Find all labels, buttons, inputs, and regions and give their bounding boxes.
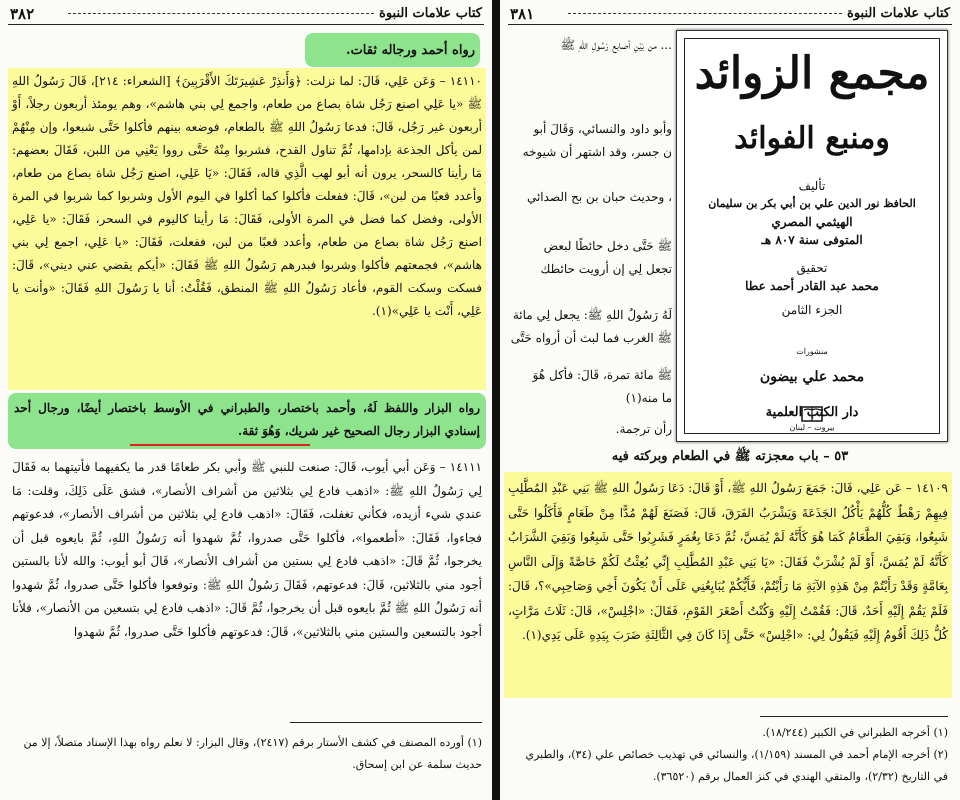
left-footnote: (١) أورده المصنف في كشف الأستار برقم (٢٤١٧)، وقال البزار: لا نعلم رواه بهذا الإسناد متصلاً، إلا من حديث سلمة عن ابن إسحاق. [23,736,482,771]
right-footnote-rule [760,716,948,717]
book-gutter [492,0,500,800]
right-fragment-11: رأن ترجمة. [615,422,672,436]
cover-volume: الجزء الثامن [781,303,843,317]
cover-editor-name: محمد عبد القادر أحمد عطا [745,279,879,293]
hadith-14109: ١٤١٠٩ – عَن عَلِي، قَالَ: جَمَعَ رَسُولُ اللهِ ﷺ، أَوْ قَالَ: دَعَا رَسُولُ اللهِ ﷺ بَنِي عَبْدِ المُطَّلِبِ فِيهِمْ رَهْطٌ كُلُّهُمْ يَأْكُلُ الجَذَعَةَ وَيَشْرَبُ الفَرَقَ، قَالَ: فَصَنَعَ لَهُمْ مُدًّا مِنْ طَعَامٍ فَأَكَلُوا حَتَّى شَبِعُوا، وَبَقِيَ الطَّعَامُ كَمَا هُوَ كَأَنَّهُ لَمْ يُمَسَّ، ثُمَّ دَعَا بِغُمَرٍ فَشَرِبُوا حَتَّى شَبِعُوا وَبَقِيَ الشَّرَابُ كَأَنَّهُ لَمْ يُمَسَّ، أَوْ لَمْ يُشْرَبْ فَقَالَ: «يَا بَنِي عَبْدِ المُطَّلِبِ إِنِّي بُعِثْتُ لَكُمْ خَاصَّةً وَإِلَى النَّاسِ بِعَامَّةٍ وَقَدْ رَأَيْتُمْ مِنْ هَذِهِ الآيَةِ مَا رَأَيْتُمْ، فَأَيُّكُمْ يُبَايِعُنِي عَلَى أَنْ يَكُونَ أَخِي وَصَاحِبِي»؟، قَالَ: فَلَمْ يَقُمْ إِلَيْهِ أَحَدٌ، قَالَ: فَقُمْتُ إِلَيْهِ وَكُنْتُ أَصْغَرَ القَوْمِ، فَقَالَ: «اجْلِسْ»، قَالَ: ثَلَاثَ مَرَّاتٍ، كُلُّ ذَلِكَ أَقُومُ إِلَيْهِ فَيَقُولُ لِي: «اجْلِسْ» حَتَّى إِذَا كَانَ فِي الثَّالِثَةِ ضَرَبَ بِيَدِهِ عَلَى يَدِي(١). [508,481,949,642]
cover-subtitle: ومنبع الفوائد [734,121,890,156]
cover-author-line-2: الهيثمي المصري [771,215,853,229]
right-footnote-2: (٢) أخرجه الإمام أحمد في المسند (١/١٥٩)، والنسائي في تهذيب خصائص علي (٣٤)، والطبري في التاريخ (٢/٣٢)، والمتقي الهندي في كنز العمال برقم (٣٦٥٢٠). [525,748,948,783]
right-page-number: ٣٨١ [510,5,535,23]
cover-editor-label: تحقيق [796,261,828,275]
right-book-title: كتاب علامات النبوة [847,6,950,21]
red-underline [130,444,310,446]
cover-publisher-label: منشورات [796,347,828,356]
right-fragment-8: ﷺ الغرب فما لبث أن أرواه حَتَّى [510,331,672,345]
right-fragment-5: ﷺ حَتَّى دخل حائطًا لبعض [543,239,672,253]
cover-frame [684,38,940,434]
cover-author-line-1: الحافظ نور الدين علي بن أبي بكر بن سليمان [708,197,916,210]
right-fragment-3: ن جسر، وقد اشتهر أن شيوخه [522,145,672,159]
chapter-heading: ٥٣ – باب معجزته ﷺ في الطعام وبركته فيه [611,449,849,464]
left-green-note: رواه البزار واللفظ لَهُ، وأحمد باختصار، والطبراني في الأوسط باختصار أيضًا، ورجال أحد إسنادي البزار رجال الصحيح غير شريك، وَهُوَ ثقة. [14,401,480,438]
cover-author-label: تأليف [798,179,826,193]
left-page-number: ٣٨٢ [10,5,35,23]
right-fragment-10: ما منه(١) [625,391,672,405]
right-fragment-7: لَهُ رَسُولُ اللهِ ﷺ: يجعل لِي مائة [512,308,672,322]
cover-publisher-house: دار الكتب العلمية [765,405,859,420]
cover-publisher-city: بيروت – لبنان [789,423,835,432]
right-fragment-9: ﷺ مائة تمرة، قَالَ: فأكل هُوَ [532,368,672,382]
left-page-header [8,4,484,25]
book-cover-image [676,30,948,442]
left-footnote-rule [290,722,482,723]
right-footnote-1: (١) أخرجه الطبراني في الكبير (١٨/٢٤٤). [762,726,948,739]
left-top-note: رواه أحمد ورجاله ثقات. [346,43,475,58]
cover-publisher-name: محمد علي بيضون [759,369,865,385]
left-book-title: كتاب علامات النبوة [379,6,482,21]
hadith-14111: ١٤١١١ – وَعَن أبي أيوب، قَالَ: صنعت للنبي ﷺ وأبي بكر طعامًا قدر ما يكفيهما فأتيتهما به فَقَالَ لِي رَسُولُ اللهِ ﷺ: «اذهب فادع لِي بثلاثين من أشراف الأنصار»، فشق عَلَى ذَلِكَ، وقلت: مَا عندي شيء أزيده، فكأني تغفلت، فَقَالَ: «اذهب فادع لِي بثلاثين من أشراف الأنصار»، فدعوتهم فجاءوا، فَقَالَ: «أطعموا»، فأكلوا حَتَّى صدروا، ثُمَّ شهدوا أنه رَسُولُ اللهِ، ثُمَّ بايعوه قبل أن يخرجوا، ثُمَّ قَالَ: «اذهب فادع لِي بستين من أشراف الأنصار»، قَالَ أبو أيوب: والله لأنا بالستين أجود مني بالثلاثين، قَالَ: فدعوتهم، فَقَالَ رَسُولُ اللهِ ﷺ: وتوفعوا فأكلوا حَتَّى صدروا، ثُمَّ شهدوا أنه رَسُولُ اللهِ ﷺ ثُمَّ بايعوه قبل أن يخرجوا، ثُمَّ قَالَ: «اذهب فادع لِي بتسعين من الأنصار»، فلأنا أجود بالتسعين والستين مني بالثلاثين»، قَالَ: فدعوتهم فأكلوا حَتَّى صدروا، ثُمَّ شهدوا [12,460,483,639]
cover-title: مجمع الزوائد [694,48,930,99]
right-fragment-1: ... من بَيْنِ أصابع رَسُولِ اللهِ ﷺ [560,38,672,52]
right-fragment-4: ، وحديث حبان بن بح الصدائي [526,190,672,204]
cover-author-line-3: المتوفى سنة ٨٠٧ هـ [761,233,863,247]
hadith-14110: ١٤١١٠ – وَعَن عَلِي، قَالَ: لما نزلت: ﴿وَأَنذِرْ عَشِيرَتَكَ الأَقْرَبِينَ﴾ [الشعراء: ٢١٤]، قَالَ رَسُولُ اللهِ ﷺ «يا عَلِي اصنع رَجُل شاة بصاع من طعام، واجمع لِي بني هاشم»، وهم يومئذ أربعون رجلاً، أَوْ أربعون غير رَجُل، قَالَ: فدعا رَسُولُ اللهِ ﷺ بالطعام، فوضعه بينهم فأكلوا حَتَّى شبعوا، وإن مِنْهُمْ لمن يأكل الجذعة بإدامها، ثُمَّ تناول القدح، فشربوا مِنْهُ حَتَّى رووا يَعْنِي من اللبن، فَقَالَ بعضهم: مَا رأينا كالسحر، يرون أنه أبو لهب الَّذِي قاله، فَقَالَ: «يَا عَلِي، اصنع رَجُل شاة بصاع من طعام، وأعدد قعبًا من لبن»، قَالَ: ففعلت فأكلوا كما أكلوا في اليوم الأول وشربوا كما شربوا في المرة الأولى، وفضل كما فضل في المرة الأولى، فَقَالَ: مَا رأينا كاليوم في السحر، فَقَالَ: «يا عَلِي، اصنع رَجُل شاة بصاع من طعام، وأعدد قعبًا من لبن، ففعلت، فَقَالَ: «يا عَلِي، اجمع لِي بني هاشم»، فجمعتهم فأكلوا وشربوا فبدرهم رَسُولُ اللهِ ﷺ فَقَالَ: «أيكم يقضي عني ديني»، قَالَ: فسكت وسكت القوم، فأعاد رَسُولُ اللهِ ﷺ المنطق، فَقُلْتُ: أنا يا رَسُولَ اللهِ فَقَالَ: «وأنت يا عَلِي، أَنْت يا عَلِي»(١). [12,74,482,318]
right-fragment-6: تجعل لِي إن أرويت حائطك [540,262,672,276]
right-fragment-2: وأبو داود والنسائي، وَقَالَ أبو [533,122,672,136]
right-page-header [508,4,952,25]
